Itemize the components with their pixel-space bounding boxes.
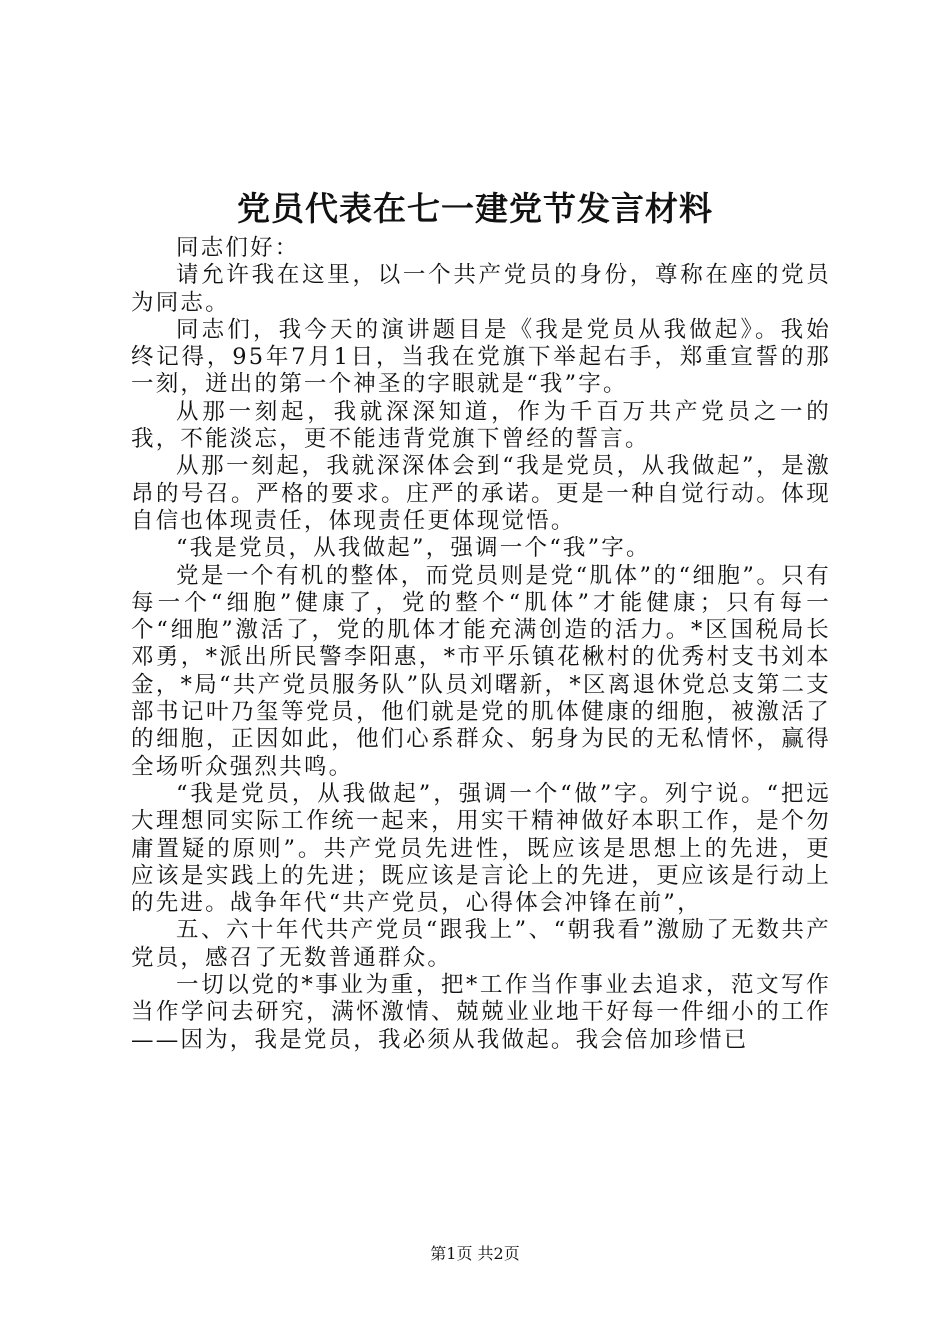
paragraph: “我是党员，从我做起”，强调一个“做”字。列宁说。“把远大理想同实际工作统一起来，用实干精神做好本职工作，是个勿庸置疑的原则”。共产党员先进性，既应该是思想上的先进，更应该是实践上的先进；既应该是言论上的先进，更应该是行动上的先进。战争年代“共产党员，心得体会冲锋在前”， (131, 780, 831, 917)
paragraph: 一切以党的*事业为重，把*工作当作事业去追求，范文写作当作学问去研究，满怀激情、兢兢业业地干好每一件细小的工作——因为，我是党员，我必须从我做起。我会倍加珍惜已 (131, 972, 831, 1053)
paragraph: 从那一刻起，我就深深体会到“我是党员，从我做起”，是激昂的号召。严格的要求。庄严的承诺。更是一种自觉行动。体现自信也体现责任，体现责任更体现觉悟。 (131, 453, 831, 534)
paragraph: 党是一个有机的整体，而党员则是党“肌体”的“细胞”。只有每一个“细胞”健康了，党的整个“肌体”才能健康；只有每一个“细胞”激活了，党的肌体才能充满创造的活力。*区国税局长邓勇，*派出所民警李阳惠，*市平乐镇花楸村的优秀村支书刘本金，*局“共产党员服务队”队员刘曙新，*区离退休党总支第二支部书记叶乃玺等党员，他们就是党的肌体健康的细胞，被激活了的细胞，正因如此，他们心系群众、躬身为民的无私情怀，赢得全场听众强烈共鸣。 (131, 562, 831, 780)
paragraph: 请允许我在这里，以一个共产党员的身份，尊称在座的党员为同志。 (131, 262, 831, 316)
page-number-footer: 第1页 共2页 (430, 1244, 520, 1263)
document-body (131, 235, 831, 1054)
paragraph: “我是党员，从我做起”，强调一个“我”字。 (176, 535, 651, 562)
paragraph: 五、六十年代共产党员“跟我上”、“朝我看”激励了无数共产党员，感召了无数普通群众。 (131, 917, 831, 971)
document-title: 党员代表在七一建党节发言材料 (237, 189, 713, 228)
paragraph: 同志们，我今天的演讲题目是《我是党员从我做起》。我始终记得，95年7月1日，当我在党旗下举起右手，郑重宣誓的那一刻，迸出的第一个神圣的字眼就是“我”字。 (131, 316, 831, 398)
paragraph: 从那一刻起，我就深深知道，作为千百万共产党员之一的我，不能淡忘，更不能违背党旗下曾经的誓言。 (131, 398, 831, 453)
paragraph: 同志们好： (176, 235, 300, 261)
